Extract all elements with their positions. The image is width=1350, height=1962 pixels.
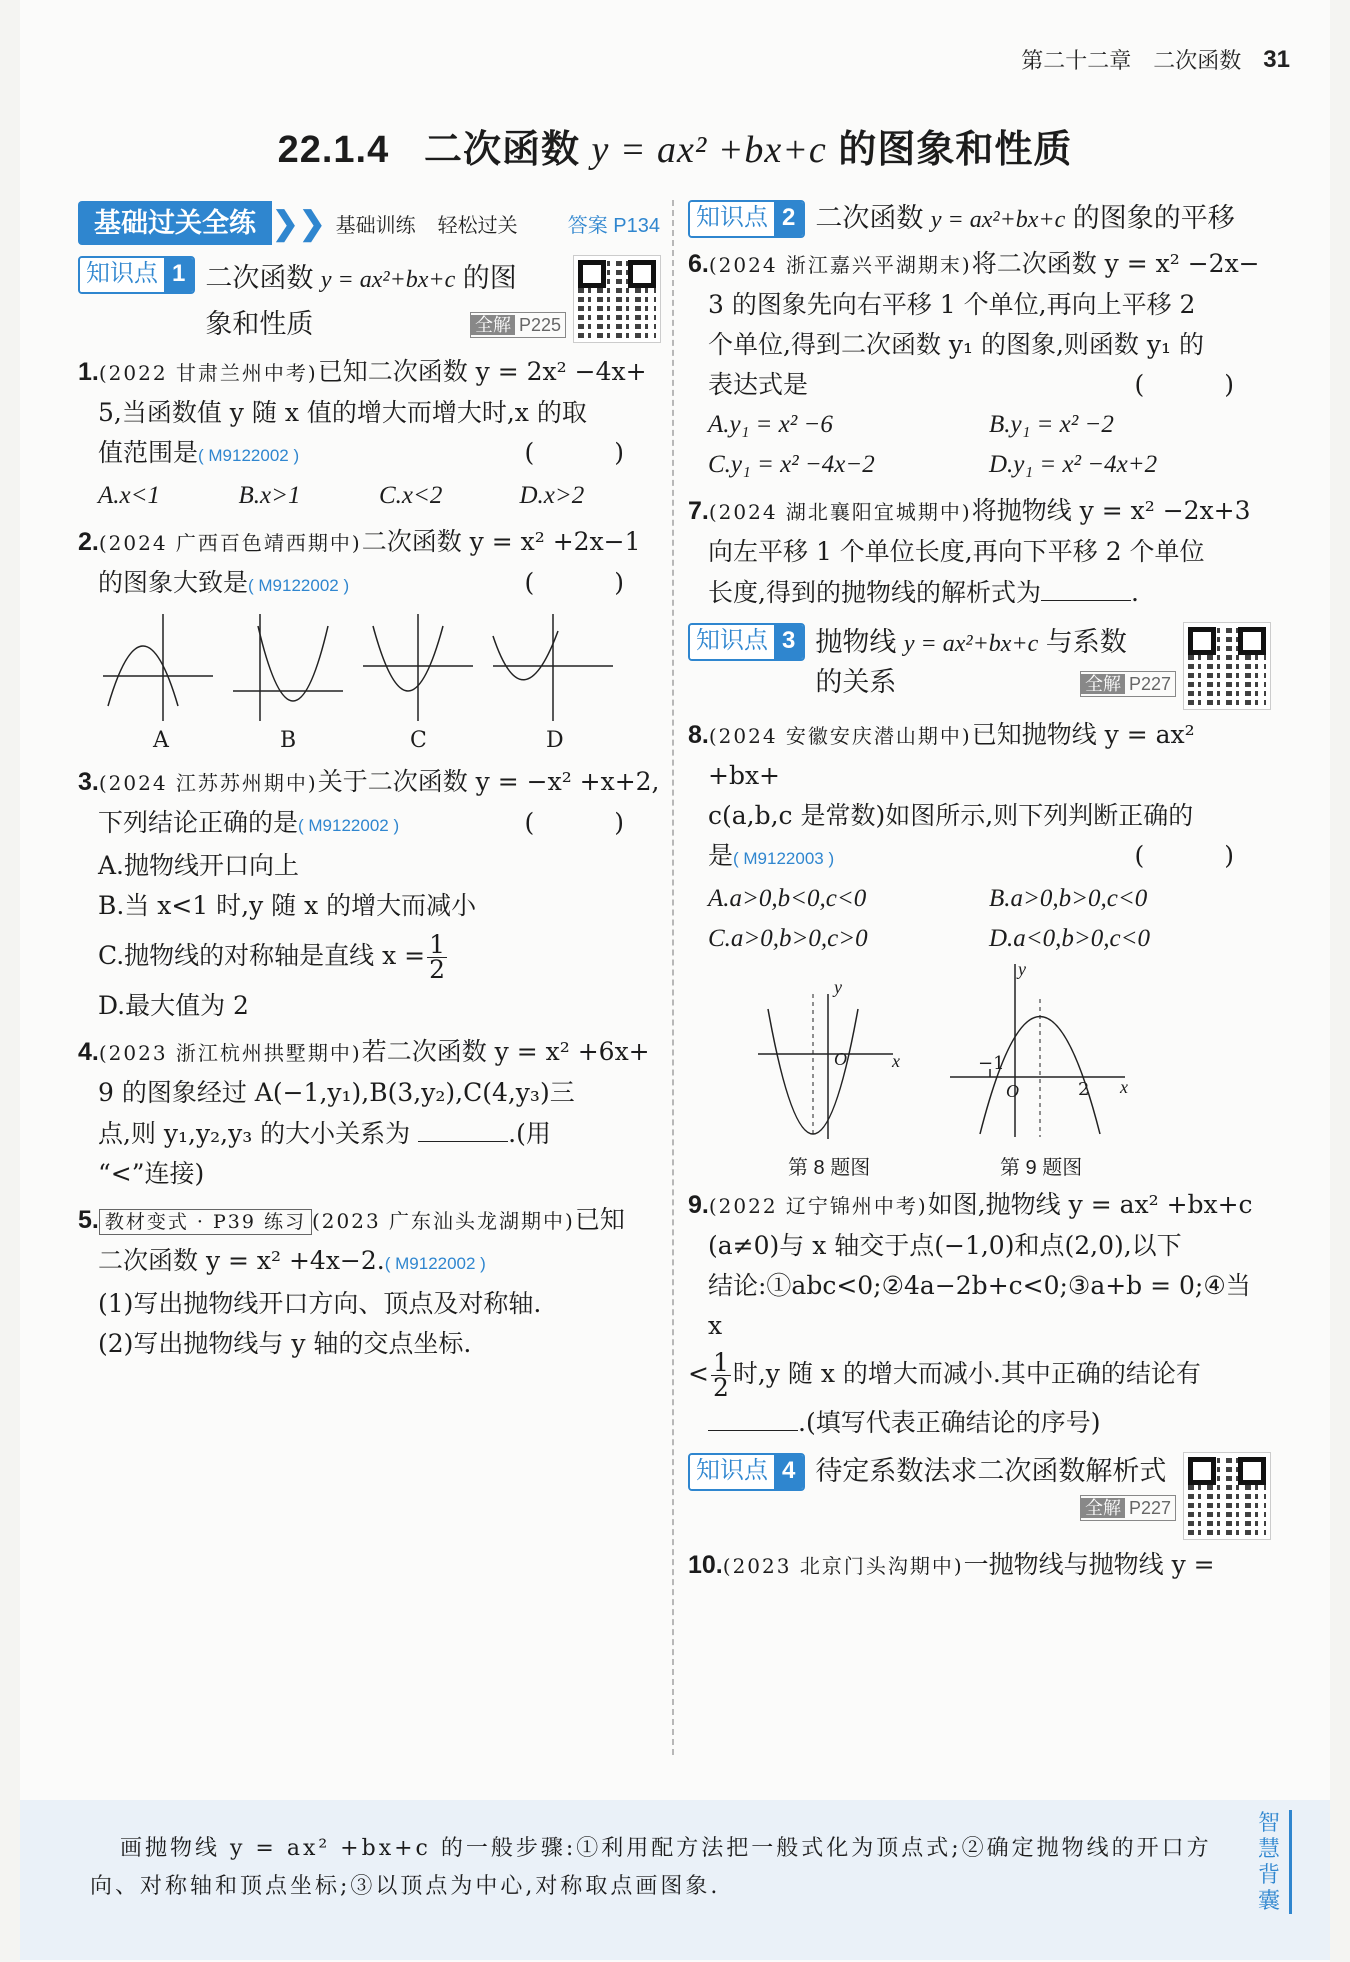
option: B.当 x<1 时,y 随 x 的增大而减小 bbox=[98, 891, 477, 920]
graph-d bbox=[488, 606, 618, 726]
tick-label: 2 bbox=[1078, 1079, 1090, 1100]
option: B.y₁ = x² −2 bbox=[989, 411, 1114, 438]
tip-side-label: 智慧背囊 bbox=[1255, 1810, 1292, 1914]
knowledge-point-1 bbox=[78, 256, 660, 346]
option: A.y₁ = x² −6 bbox=[708, 411, 833, 438]
graph-label: C bbox=[410, 728, 427, 753]
option: B.x>1 bbox=[238, 482, 301, 509]
option: C.a>0,b>0,c>0 bbox=[708, 925, 868, 952]
option: C.x<2 bbox=[379, 482, 443, 509]
title-number: 22.1.4 bbox=[277, 129, 390, 171]
knowledge-point-4 bbox=[688, 1453, 1270, 1539]
axis-label: y bbox=[1018, 959, 1026, 979]
qr-code-icon[interactable] bbox=[1184, 623, 1270, 709]
knowledge-point-2 bbox=[688, 200, 1270, 238]
option: A.抛物线开口向上 bbox=[98, 851, 300, 880]
full-solution-ref[interactable]: 全解 P227 bbox=[1080, 671, 1176, 697]
axis-label: x bbox=[892, 1051, 900, 1071]
full-solution-ref[interactable]: 全解 P225 bbox=[470, 312, 566, 338]
option: A.x<1 bbox=[98, 482, 160, 509]
q1-options bbox=[78, 476, 660, 516]
full-solution-ref[interactable]: 全解 P227 bbox=[1080, 1495, 1176, 1521]
section-banner bbox=[78, 200, 660, 246]
answer-ref[interactable]: 答案 P134 bbox=[567, 214, 660, 237]
left-column bbox=[78, 200, 660, 1364]
question-10: 10.(2023 北京门头沟期中)一抛物线与抛物线 y = bbox=[688, 1550, 1215, 1579]
title-post: 的图象和性质 bbox=[838, 129, 1073, 171]
section-label: 二次函数 bbox=[1153, 48, 1242, 73]
kp-tag: 知识点 3 bbox=[688, 623, 805, 661]
figure-caption: 第 9 题图 bbox=[1000, 1157, 1083, 1179]
question-3: 3.(2024 江苏苏州期中)关于二次函数 y = −x² +x+2, 下列结论正确的是( M9122002 ) ( ) bbox=[78, 767, 660, 837]
option: D.x>2 bbox=[519, 482, 585, 509]
figure-9 bbox=[950, 959, 1130, 1139]
graph-label: B bbox=[280, 728, 297, 753]
column-divider bbox=[672, 200, 674, 1755]
origin-label: O bbox=[1006, 1081, 1019, 1101]
graph-a bbox=[98, 606, 218, 726]
question-8: 8.(2024 安徽安庆潜山期中)已知抛物线 y = ax² +bx+ c(a,b,c 是常数)如图所示,则下列判断正确的 是( M9122003 ) ( ) bbox=[688, 720, 1270, 870]
tip-footer bbox=[20, 1800, 1330, 1960]
kp-tag: 知识点 1 bbox=[78, 256, 195, 294]
tick-label: −1 bbox=[978, 1053, 1005, 1074]
kp-title: 待定系数法求二次函数解析式 全解 P227 bbox=[815, 1453, 1184, 1521]
figure-8 bbox=[758, 989, 898, 1139]
page-number: 31 bbox=[1263, 45, 1290, 73]
option: B.a>0,b>0,c<0 bbox=[989, 885, 1148, 912]
option: C.y₁ = x² −4x−2 bbox=[708, 451, 875, 478]
question-4: 4.(2023 浙江杭州拱墅期中)若二次函数 y = x² +6x+ 9 的图象经过 A(−1,y₁),B(3,y₂),C(4,y₃)三 点,则 y₁,y₂,y₃ 的大小关系为 .(用 “<”连接) bbox=[78, 1037, 650, 1188]
answer-blank[interactable] bbox=[708, 1402, 798, 1431]
option: D.a<0,b>0,c<0 bbox=[989, 925, 1151, 952]
right-column bbox=[688, 200, 1270, 1586]
kp-title: 二次函数 y = ax²+bx+c 的图象的平移 bbox=[815, 203, 1235, 233]
textbook-tag: 教材变式 · P39 练习 bbox=[99, 1209, 312, 1235]
graph-label: D bbox=[546, 728, 564, 753]
answer-blank[interactable] bbox=[1041, 572, 1131, 601]
axis-label: y bbox=[834, 977, 842, 997]
qr-code-icon[interactable] bbox=[574, 256, 660, 342]
graph-b bbox=[228, 606, 348, 726]
title-formula: y = ax² +bx+c bbox=[591, 129, 827, 171]
figure-caption: 第 8 题图 bbox=[788, 1157, 871, 1179]
q6-options bbox=[688, 405, 1270, 485]
kp-tag: 知识点 4 bbox=[688, 1453, 805, 1491]
kp-tag: 知识点 2 bbox=[688, 200, 805, 238]
figures-8-9 bbox=[688, 959, 1270, 1179]
axis-label: x bbox=[1120, 1077, 1128, 1097]
knowledge-point-3 bbox=[688, 623, 1270, 709]
question-6: 6.(2024 浙江嘉兴平湖期末)将二次函数 y = x² −2x− 3 的图象先向右平移 1 个单位,再向上平移 2 个单位,得到二次函数 y₁ 的图象,则函数 y₁ 的 表达式是 ( ) bbox=[688, 249, 1270, 399]
qr-code-icon[interactable] bbox=[1184, 1453, 1270, 1539]
option: D.y₁ = x² −4x+2 bbox=[989, 451, 1158, 478]
q8-options bbox=[688, 879, 1270, 959]
banner-sub2: 轻松过关 bbox=[437, 214, 518, 237]
question-7: 7.(2024 湖北襄阳宜城期中)将抛物线 y = x² −2x+3 向左平移 1 个单位长度,再向下平移 2 个单位 长度,得到的抛物线的解析式为 . bbox=[688, 496, 1251, 607]
chevron-right-icon: ❯❯ bbox=[272, 205, 326, 241]
chapter-label: 第二十二章 bbox=[1021, 48, 1132, 73]
question-9: 9.(2022 辽宁锦州中考)如图,抛物线 y = ax² +bx+c (a≠0)与 x 轴交于点(−1,0)和点(2,0),以下 结论:①abc<0;②4a−2b+c<0;③a+b = 0;④当 x < $\frac{1}{2}$ 时,y 随 x 的增大而减小.其中正确的结论有 .(填写代表正确结论的序号) bbox=[688, 1190, 1253, 1437]
kp-title: 二次函数 y = ax²+bx+c 的图 象和性质 全解 P225 bbox=[205, 256, 574, 346]
banner-main: 基础过关全练 bbox=[78, 201, 272, 245]
origin-label: O bbox=[834, 1049, 847, 1069]
option: C.抛物线的对称轴是直线 x = $\frac{1}{2}$ bbox=[98, 930, 446, 984]
title-pre: 二次函数 bbox=[423, 129, 580, 171]
graph-c bbox=[358, 606, 478, 726]
option: D.最大值为 2 bbox=[98, 991, 249, 1020]
tip-text: 画抛物线 y = ax² +bx+c 的一般步骤:①利用配方法把一般式化为顶点式;②确定抛物线的开口方向、对称轴和顶点坐标;③以顶点为中心,对称取点画图象. bbox=[90, 1836, 1212, 1899]
running-header bbox=[1021, 44, 1290, 75]
q2-graphs bbox=[98, 606, 660, 756]
question-5: 5. 教材变式 · P39 练习 (2023 广东汕头龙湖期中)已知 二次函数 y = x² +4x−2.( M9122002 ) (1)写出抛物线开口方向、顶点及对称轴. (2)写出抛物线与 y 轴的交点坐标. bbox=[78, 1205, 625, 1358]
kp-title: 抛物线 y = ax²+bx+c 与系数 的关系 全解 P227 bbox=[815, 623, 1184, 701]
page-title bbox=[0, 118, 1350, 173]
question-1: 1.(2022 甘肃兰州中考)已知二次函数 y = 2x² −4x+ 5,当函数值 y 随 x 值的增大而增大时,x 的取 值范围是( M9122002 ) ( ) bbox=[78, 357, 660, 467]
question-2: 2.(2024 广西百色靖西期中)二次函数 y = x² +2x−1 的图象大致是( M9122002 ) ( ) bbox=[78, 527, 660, 597]
banner-sub1: 基础训练 bbox=[335, 214, 416, 237]
option: A.a>0,b<0,c<0 bbox=[708, 885, 867, 912]
answer-blank[interactable] bbox=[418, 1113, 508, 1142]
graph-label: A bbox=[153, 728, 169, 753]
